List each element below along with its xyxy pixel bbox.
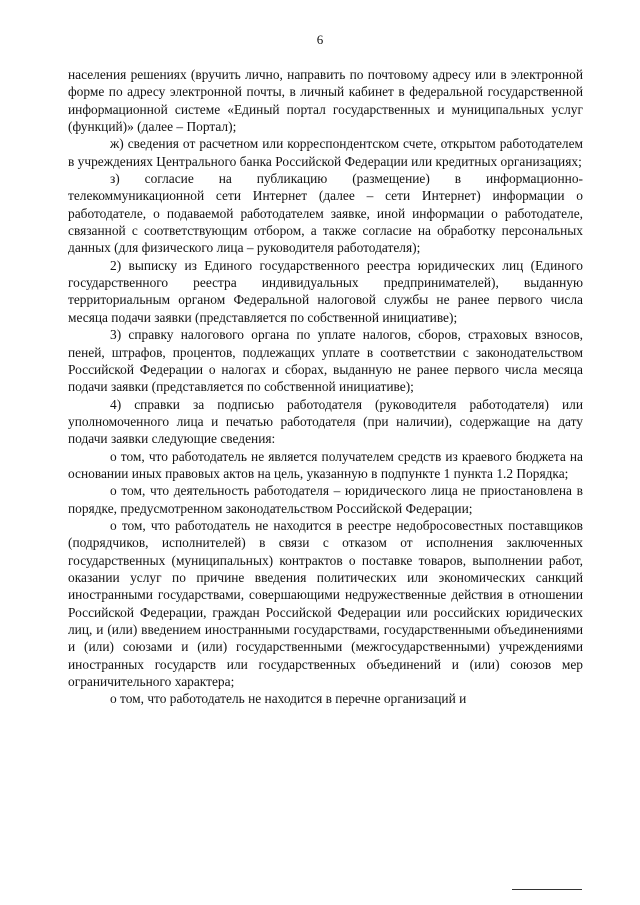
paragraph-statement-budget: о том, что работодатель не является получателем средств из краевого бюджета на основании иных правовых актов на цель, указанную в подпункте 1 пункта 1.2 Порядка; xyxy=(68,448,583,481)
paragraph-statement-registry: о том, что работодатель не находится в реестре недобросовестных поставщиков (подрядчиков, исполнителей) в связи с отказом от исполнения заключенных государственных (муниципальных) контрактов о поставке товаров, выполнении работ, оказании услуг по причине введения политических или экономических санкций иностранными государствами, совершающими недружественные действия в отношении Российской Федерации, граждан Российской Федерации или российских юридических лиц, и (или) введением иностранными государствами, государственными объединениями и (или) союзами и (или) государственными (межгосударственными) учреждениями иностранных государств или государственных объединений и (или) союзов мер ограничительного характера; xyxy=(68,517,583,690)
paragraph-item-2: 2) выписку из Единого государственного реестра юридических лиц (Единого государственного реестра индивидуальных предпринимателей), выданную территориальным органом Федеральной налоговой службы не ранее первого числа месяца подачи заявки (представляется по собственной инициативе); xyxy=(68,257,583,325)
paragraph-item-3: 3) справку налогового органа по уплате налогов, сборов, страховых взносов, пеней, штрафов, процентов, подлежащих уплате в соответствии с законодательством Российской Федерации о налогах и сборах, выданную не ранее первого числа месяца подачи заявки (представляется по собственной инициативе); xyxy=(68,327,583,395)
paragraph-item-4: 4) справки за подписью работодателя (руководителя работодателя) или уполномоченного лица и печатью работодателя (при наличии), содержащие на дату подачи заявки следующие сведения: xyxy=(68,396,583,447)
paragraph-item-z: з) согласие на публикацию (размещение) в информационно-телекоммуникационной сети Интернет (далее – сети Интернет) информации о работодателе, о подаваемой работодателем заявке, иной информации о работодателе, связанной с соответствующим отбором, а также согласие на обработку персональных данных (для физического лица – руководителя работодателя); xyxy=(68,171,583,256)
paragraph-statement-list: о том, что работодатель не находится в перечне организаций и xyxy=(110,691,467,707)
document-body xyxy=(68,66,583,708)
paragraph-statement-activity: о том, что деятельность работодателя – юридического лица не приостановлена в порядке, предусмотренном законодательством Российской Федерации; xyxy=(68,483,583,516)
paragraph-continuation: населения решениях (вручить лично, направить по почтовому адресу или в электронной форме по адресу электронной почты, в личный кабинет в федеральной государственной информационной системе «Единый портал государственных и муниципальных услуг (функций)» (далее – Портал); xyxy=(68,67,583,135)
page-number: 6 xyxy=(316,32,324,47)
bottom-divider xyxy=(512,889,582,890)
paragraph-item-zh: ж) сведения от расчетном или корреспондентском счете, открытом работодателем в учреждениях Центрального банка Российской Федерации или кредитных организациях; xyxy=(68,136,583,169)
